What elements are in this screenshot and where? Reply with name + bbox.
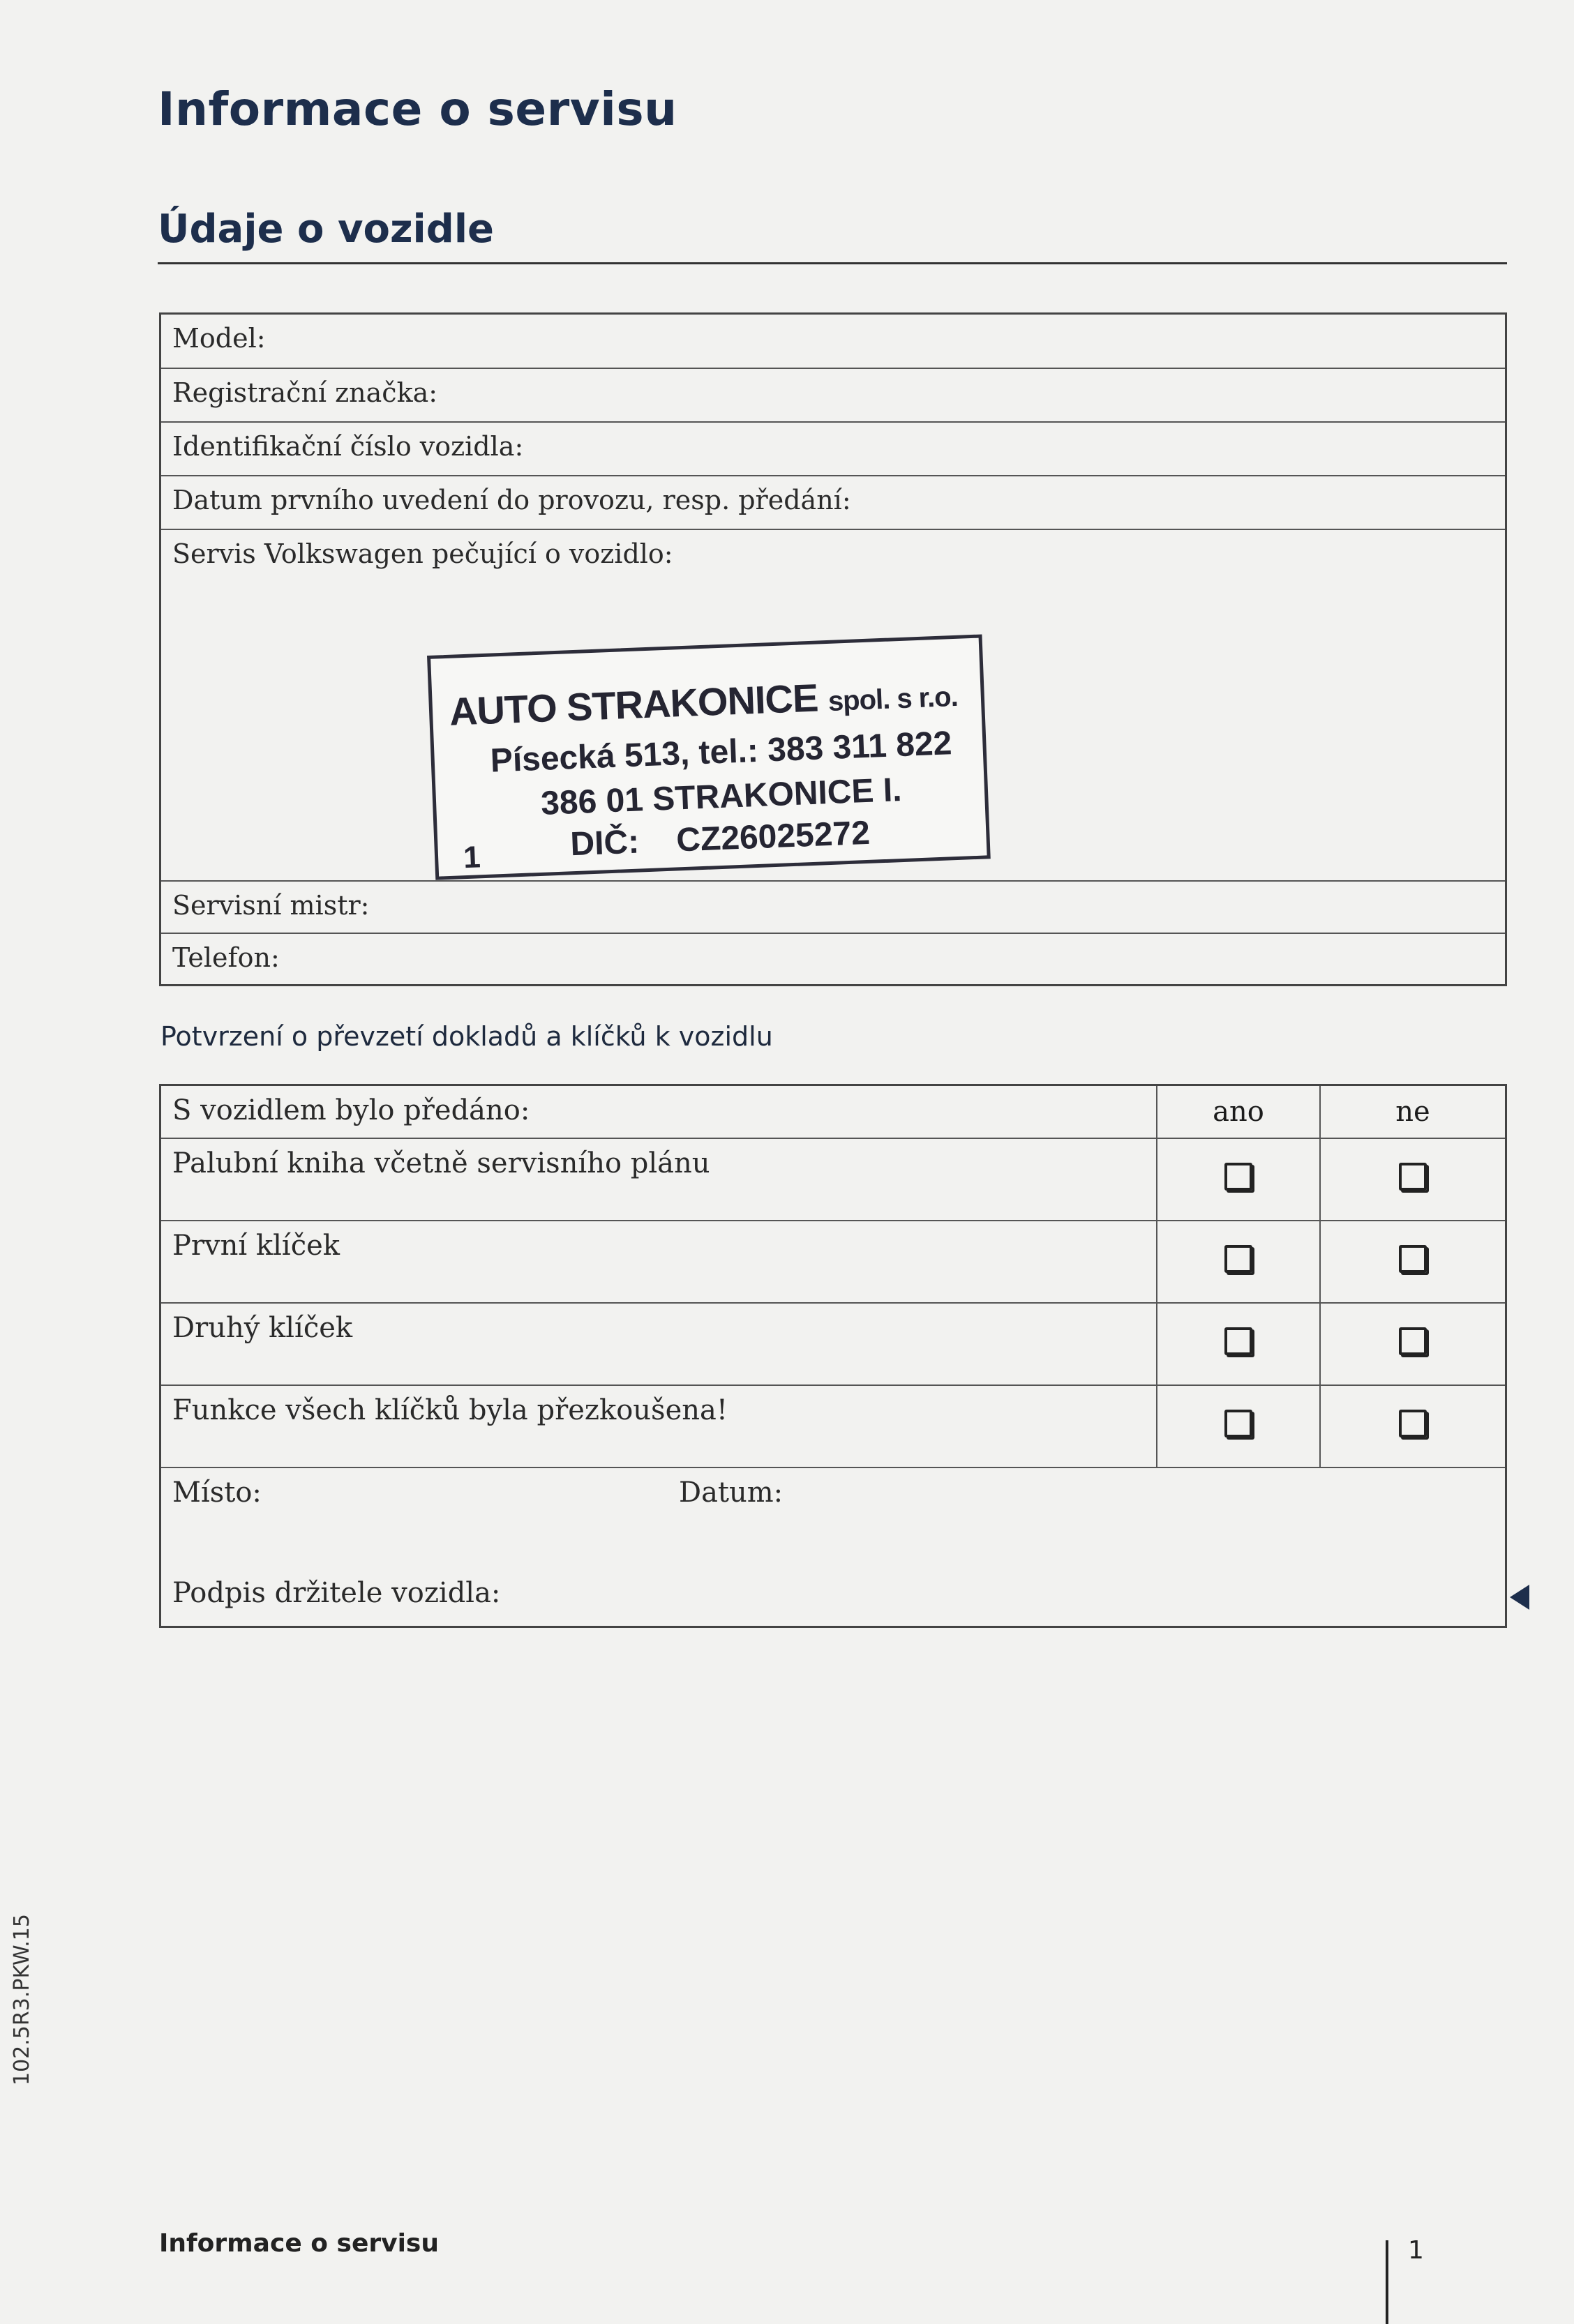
- col-header-no: ne: [1319, 1086, 1505, 1138]
- phone-row: [161, 934, 1505, 984]
- no-cell: [1319, 1386, 1505, 1467]
- stamp-address: Písecká 513, tel.: 383 311 822: [489, 725, 953, 780]
- vin-label: Identifikační číslo vozidla:: [172, 431, 524, 462]
- continue-arrow-icon: [1510, 1585, 1529, 1610]
- handover-item-label: První klíček: [172, 1230, 340, 1262]
- no-checkbox[interactable]: [1399, 1245, 1427, 1273]
- col-header-yes: ano: [1156, 1086, 1319, 1138]
- service-master-label: Servisní mistr:: [172, 890, 370, 921]
- handover-item-row: [161, 1386, 1505, 1468]
- handover-item-row: [161, 1139, 1505, 1221]
- stamp-tax-id: DIČ: CZ26025272: [569, 814, 871, 863]
- stamp-company-line: [449, 670, 959, 734]
- signature-label: Podpis držitele vozidla:: [172, 1577, 501, 1609]
- no-cell: [1319, 1304, 1505, 1384]
- yes-cell: [1156, 1221, 1319, 1302]
- section-title: Údaje o vozidle: [158, 206, 495, 252]
- page-title: Informace o servisu: [158, 82, 677, 136]
- service-master-row: [161, 882, 1505, 934]
- handover-item-row: [161, 1221, 1505, 1304]
- yes-cell: [1156, 1304, 1319, 1384]
- page-number-bar: [1386, 2240, 1388, 2324]
- vin-row: [161, 423, 1505, 476]
- vehicle-model-label: Model:: [172, 323, 266, 354]
- vehicle-model-row: [161, 315, 1505, 369]
- handover-header-label: S vozidlem bylo předáno:: [172, 1094, 530, 1126]
- yes-checkbox[interactable]: [1224, 1163, 1252, 1191]
- no-cell: [1319, 1221, 1505, 1302]
- phone-label: Telefon:: [172, 942, 280, 973]
- confirmation-title: Potvrzení o převzetí dokladů a klíčků k vozidlu: [160, 1021, 773, 1052]
- handover-item-row: [161, 1304, 1505, 1386]
- footer-title: Informace o servisu: [159, 2229, 439, 2258]
- first-registration-date-label: Datum prvního uvedení do provozu, resp. předání:: [172, 485, 851, 515]
- first-registration-date-row: [161, 476, 1505, 530]
- place-label: Místo:: [172, 1477, 262, 1509]
- page-number: 1: [1408, 2236, 1424, 2265]
- registration-plate-label: Registrační značka:: [172, 377, 438, 408]
- yes-cell: [1156, 1386, 1319, 1467]
- yes-cell: [1156, 1139, 1319, 1220]
- stamp-city: 386 01 STRAKONICE I.: [540, 771, 903, 822]
- dealer-stamp: [427, 634, 991, 880]
- handover-header-row: [161, 1086, 1505, 1139]
- handover-table: [159, 1084, 1507, 1628]
- handover-item-label: Funkce všech klíčků byla přezkoušena!: [172, 1394, 728, 1426]
- date-label: Datum:: [679, 1477, 784, 1509]
- stamp-company: AUTO STRAKONICE: [448, 675, 819, 734]
- handover-item-label: Palubní kniha včetně servisního plánu: [172, 1147, 710, 1179]
- stamp-company-suffix: spol. s r.o.: [827, 681, 959, 717]
- no-cell: [1319, 1139, 1505, 1220]
- title-divider: [158, 262, 1507, 264]
- no-checkbox[interactable]: [1399, 1163, 1427, 1191]
- yes-checkbox[interactable]: [1224, 1327, 1252, 1355]
- yes-checkbox[interactable]: [1224, 1410, 1252, 1438]
- document-code: 102.5R3.PKW.15: [10, 1914, 34, 2085]
- handover-item-label: Druhý klíček: [172, 1312, 353, 1344]
- yes-checkbox[interactable]: [1224, 1245, 1252, 1273]
- stamp-mark: 1: [463, 840, 481, 875]
- no-checkbox[interactable]: [1399, 1410, 1427, 1438]
- no-checkbox[interactable]: [1399, 1327, 1427, 1355]
- service-dealer-label: Servis Volkswagen pečující o vozidlo:: [172, 538, 673, 569]
- registration-plate-row: [161, 369, 1505, 423]
